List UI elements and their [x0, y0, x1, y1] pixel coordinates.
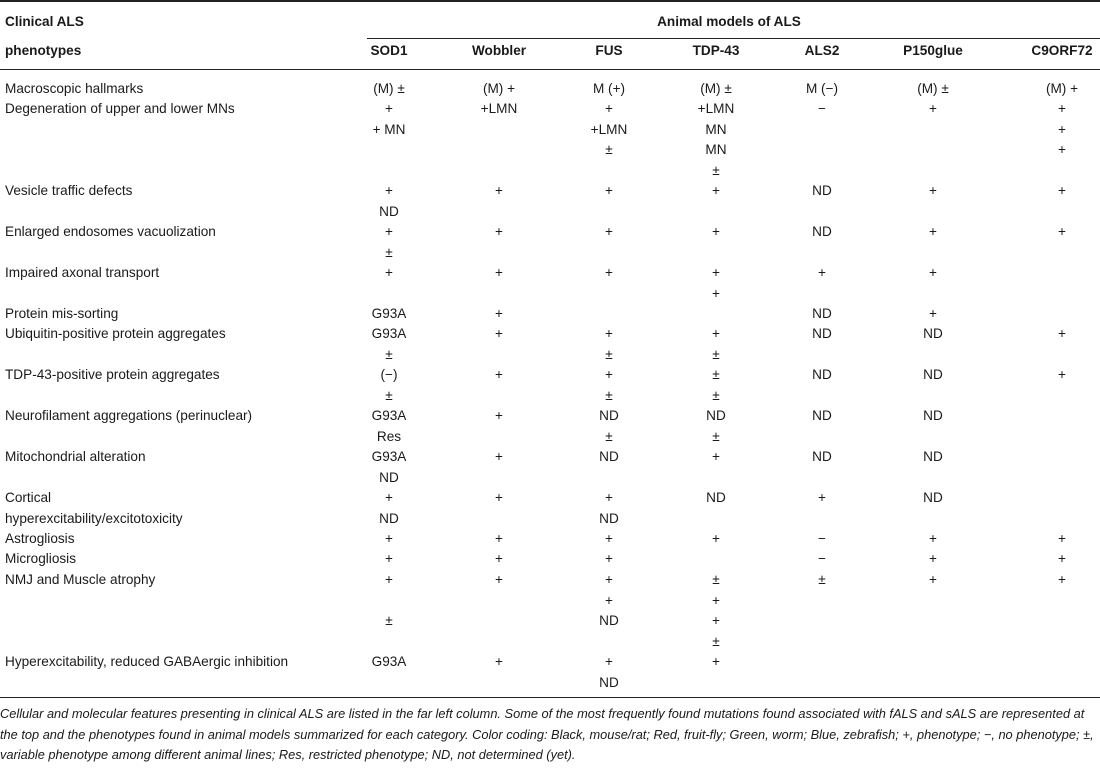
cell-sod1: + [385, 224, 393, 239]
cell-als2: ND [812, 449, 832, 464]
cell-p150glue: + [929, 551, 937, 566]
cell-tdp43: + [712, 265, 720, 280]
phenotype-label: Enlarged endosomes vacuolization [5, 224, 216, 239]
cell-tdp43: + [712, 531, 720, 546]
phenotype-label: NMJ and Muscle atrophy [5, 572, 156, 587]
cell-wobbler: + [495, 326, 503, 341]
cell-wobbler: + [495, 306, 503, 321]
cell-fus: ± [605, 142, 613, 157]
cell-wobbler: +LMN [480, 101, 518, 116]
cell-tdp43: ND [706, 490, 726, 505]
cell-sod1: + MN [372, 121, 406, 137]
model-header-sod1: SOD1 [370, 43, 408, 58]
phenotype-label: Mitochondrial alteration [5, 449, 146, 464]
cell-sod1: ND [379, 203, 399, 219]
cell-tdp43: ND [706, 408, 726, 423]
cell-fus: ± [605, 428, 613, 444]
phenotype-label: Hyperexcitability, reduced GABAergic inhibition [5, 654, 289, 669]
phenotype-label: Cortical [5, 490, 52, 505]
cell-tdp43: ± [712, 387, 720, 403]
cell-sod1: Res [376, 428, 402, 444]
table-top-rule [0, 0, 1100, 2]
cell-fus: + [605, 592, 613, 608]
cell-als2: − [818, 551, 826, 566]
cell-wobbler: + [495, 367, 503, 382]
model-header-p150glue: P150glue [903, 43, 963, 58]
cell-sod1: (−) [380, 367, 398, 382]
cell-fus: + [605, 551, 613, 566]
cell-sod1: G93A [371, 408, 407, 423]
cell-sod1: G93A [371, 654, 407, 669]
cell-p150glue: ND [923, 408, 943, 423]
header-bottom-rule [0, 69, 1100, 70]
cell-tdp43: + [712, 326, 720, 341]
cell-tdp43: + [712, 654, 720, 669]
cell-fus: + [605, 490, 613, 505]
cell-sod1: G93A [371, 449, 407, 464]
cell-tdp43: ± [712, 346, 720, 362]
phenotype-label: TDP-43-positive protein aggregates [5, 367, 220, 382]
cell-fus: + [605, 265, 613, 280]
cell-sod1: (M) ± [373, 81, 405, 96]
cell-c9orf72: + [1058, 367, 1066, 382]
cell-c9orf72: + [1058, 142, 1066, 157]
cell-fus: ± [605, 346, 613, 362]
cell-tdp43: ± [712, 633, 720, 649]
cell-fus: +LMN [590, 121, 628, 137]
cell-wobbler: + [495, 224, 503, 239]
cell-fus: M (+) [592, 81, 626, 96]
phenotype-label: Neurofilament aggregations (perinuclear) [5, 408, 253, 423]
cell-fus: + [605, 224, 613, 239]
phenotype-label: Macroscopic hallmarks [5, 81, 144, 96]
cell-c9orf72: + [1058, 183, 1066, 198]
cell-tdp43: ± [712, 428, 720, 444]
cell-als2: ND [812, 183, 832, 198]
cell-als2: M (−) [805, 81, 839, 96]
cell-sod1: + [385, 101, 393, 116]
cell-fus: ND [599, 510, 619, 526]
phenotype-header-line2: phenotypes [5, 43, 82, 58]
cell-sod1: ± [385, 244, 393, 260]
cell-als2: ND [812, 306, 832, 321]
cell-wobbler: + [495, 449, 503, 464]
cell-p150glue: + [929, 306, 937, 321]
model-header-tdp43: TDP-43 [692, 43, 740, 58]
cell-fus: + [605, 326, 613, 341]
cell-c9orf72: + [1058, 101, 1066, 116]
phenotype-label: hyperexcitability/excitotoxicity [5, 510, 183, 526]
cell-als2: ND [812, 367, 832, 382]
cell-tdp43: + [712, 592, 720, 608]
phenotype-label: Ubiquitin-positive protein aggregates [5, 326, 226, 341]
cell-p150glue: ND [923, 367, 943, 382]
cell-wobbler: + [495, 551, 503, 566]
cell-sod1: + [385, 551, 393, 566]
cell-wobbler: + [495, 265, 503, 280]
cell-fus: ND [599, 408, 619, 423]
cell-p150glue: ND [923, 490, 943, 505]
phenotype-label: Impaired axonal transport [5, 265, 160, 280]
cell-sod1: ± [385, 346, 393, 362]
model-header-wobbler: Wobbler [471, 43, 527, 58]
cell-sod1: + [385, 531, 393, 546]
cell-tdp43: + [712, 224, 720, 239]
model-header-fus: FUS [595, 43, 623, 58]
cell-fus: + [605, 101, 613, 116]
cell-wobbler: (M) + [482, 81, 516, 96]
cell-sod1: ND [379, 510, 399, 526]
cell-fus: ND [599, 674, 619, 690]
model-header-c9orf72: C9ORF72 [1031, 43, 1093, 58]
cell-p150glue: + [929, 224, 937, 239]
cell-wobbler: + [495, 572, 503, 587]
cell-sod1: ND [379, 469, 399, 485]
cell-als2: + [818, 490, 826, 505]
cell-c9orf72: + [1058, 121, 1066, 137]
cell-fus: ± [605, 387, 613, 403]
cell-c9orf72: + [1058, 224, 1066, 239]
cell-tdp43: MN [705, 121, 727, 137]
cell-fus: + [605, 531, 613, 546]
cell-als2: ND [812, 224, 832, 239]
cell-fus: + [605, 572, 613, 587]
cell-als2: ± [818, 572, 826, 587]
cell-p150glue: (M) ± [917, 81, 949, 96]
phenotype-label: Degeneration of upper and lower MNs [5, 101, 235, 116]
group-header-rule [367, 38, 1100, 39]
cell-sod1: + [385, 265, 393, 280]
cell-tdp43: + [712, 449, 720, 464]
cell-c9orf72: + [1058, 551, 1066, 566]
cell-fus: + [605, 367, 613, 382]
phenotype-label: Astrogliosis [5, 531, 75, 546]
cell-tdp43: + [712, 183, 720, 198]
cell-als2: − [818, 531, 826, 546]
cell-tdp43: (M) ± [700, 81, 732, 96]
model-header-als2: ALS2 [804, 43, 840, 58]
cell-p150glue: + [929, 531, 937, 546]
phenotype-label: Microgliosis [5, 551, 77, 566]
cell-fus: ND [599, 449, 619, 464]
cell-c9orf72: + [1058, 531, 1066, 546]
cell-sod1: + [385, 490, 393, 505]
table-bottom-rule [0, 697, 1100, 698]
cell-p150glue: ND [923, 326, 943, 341]
cell-wobbler: + [495, 183, 503, 198]
cell-als2: + [818, 265, 826, 280]
cell-sod1: ± [385, 387, 393, 403]
cell-wobbler: + [495, 531, 503, 546]
cell-tdp43: ± [712, 367, 720, 382]
cell-c9orf72: + [1058, 572, 1066, 587]
cell-wobbler: + [495, 490, 503, 505]
cell-tdp43: ± [712, 162, 720, 178]
cell-tdp43: ± [712, 572, 720, 587]
animal-models-group-header: Animal models of ALS [657, 14, 801, 29]
cell-c9orf72: (M) + [1045, 81, 1079, 96]
cell-p150glue: ND [923, 449, 943, 464]
cell-tdp43: + [712, 613, 720, 628]
cell-tdp43: MN [705, 142, 727, 157]
cell-p150glue: + [929, 572, 937, 587]
cell-fus: ND [599, 613, 619, 628]
cell-wobbler: + [495, 654, 503, 669]
cell-tdp43: + [712, 285, 720, 301]
cell-sod1: + [385, 572, 393, 587]
cell-sod1: G93A [371, 326, 407, 341]
phenotype-label: Protein mis-sorting [5, 306, 119, 321]
cell-sod1: ± [385, 613, 393, 628]
cell-c9orf72: + [1058, 326, 1066, 341]
cell-als2: ND [812, 408, 832, 423]
cell-p150glue: + [929, 183, 937, 198]
cell-als2: − [818, 101, 826, 116]
cell-tdp43: +LMN [697, 101, 735, 116]
phenotype-label: Vesicle traffic defects [5, 183, 133, 198]
cell-p150glue: + [929, 265, 937, 280]
cell-sod1: G93A [371, 306, 407, 321]
phenotype-header-line1: Clinical ALS [5, 14, 84, 29]
cell-als2: ND [812, 326, 832, 341]
cell-fus: + [605, 654, 613, 669]
table-caption: Cellular and molecular features presenting in clinical ALS are listed in the far left column. Some of the most frequently found mutations found associated with fALS and sALS are represented at the top and the phenotypes found in animal models summarized for each category. Color coding: Black, mouse/rat; Red, fruit-fly; Green, worm; Blue, zebrafish; +, phenotype; −, no phenotype; ±, variable phenotype among different animal lines; Res, restricted phenotype; ND, not determined (yet). [0, 706, 1094, 762]
cell-fus: + [605, 183, 613, 198]
cell-p150glue: + [929, 101, 937, 116]
cell-wobbler: + [495, 408, 503, 423]
cell-sod1: + [385, 183, 393, 198]
